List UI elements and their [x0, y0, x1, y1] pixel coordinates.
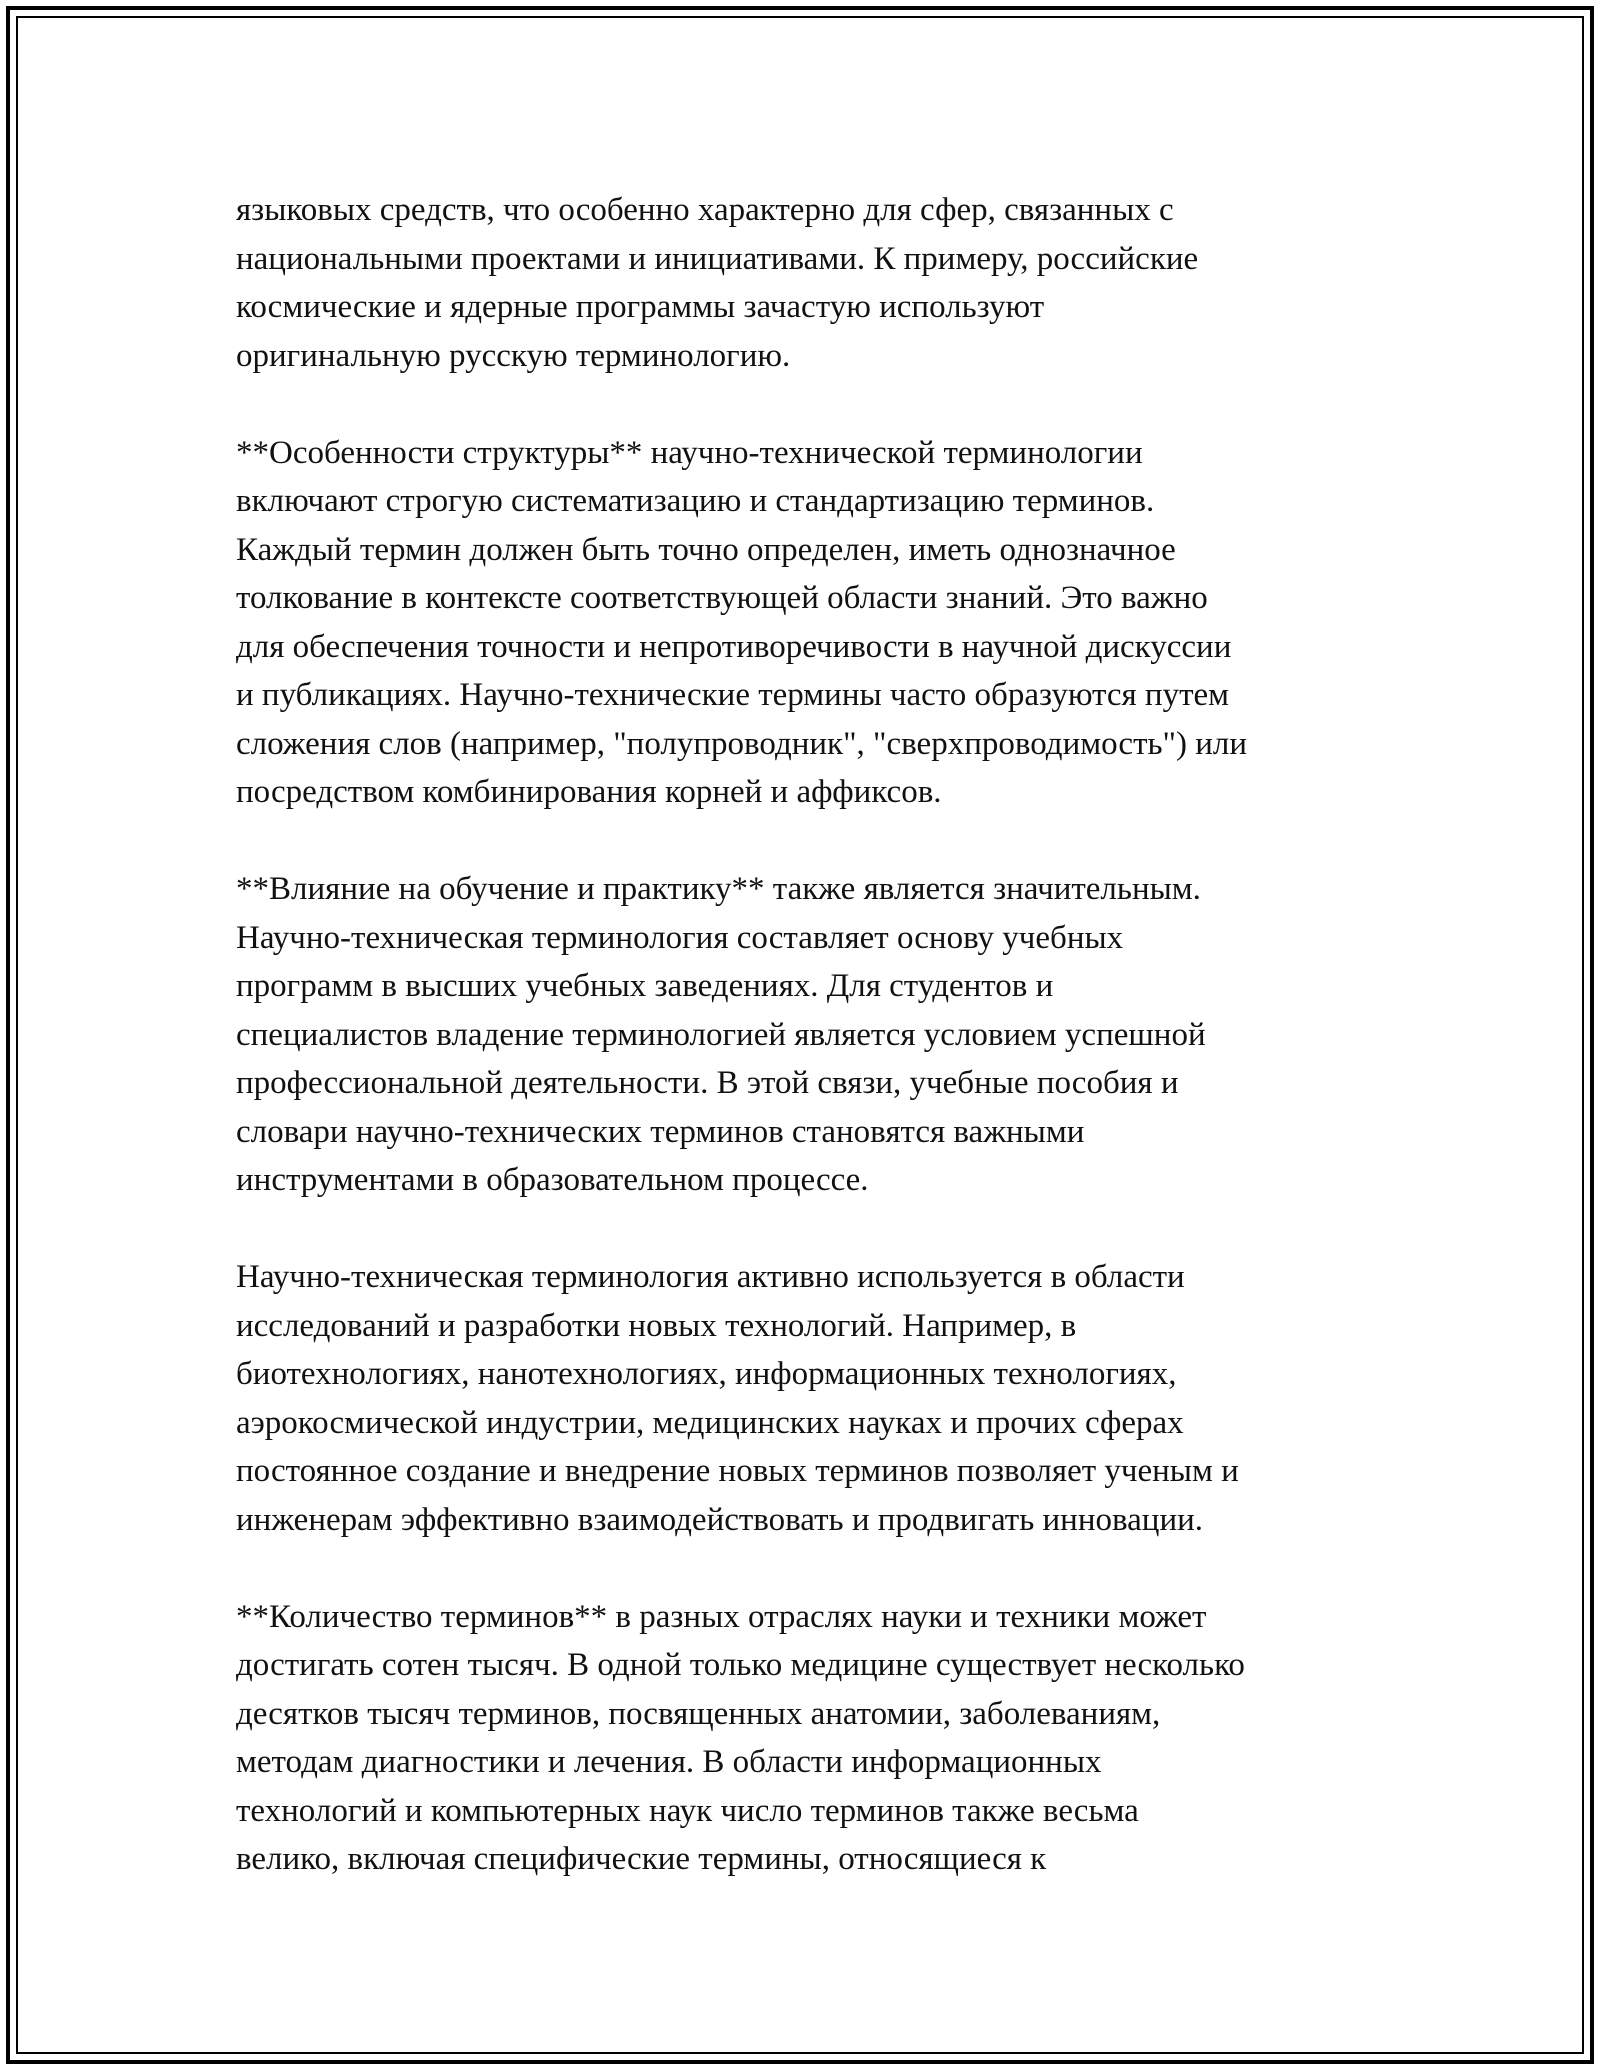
paragraph-research-usage: Научно-техническая терминология активно используется в области исследований и разработки новых технологий. Например, в биотехнологиях, нанотехнологиях, информационных технологиях, аэрокосмической индустрии, медицинских науках и прочих сферах постоянное создание и внедрение новых терминов позволяет ученым и инженерам эффективно взаимодействовать и продвигать инновации. — [236, 1259, 1239, 1538]
paragraph-education-influence: **Влияние на обучение и практику** также является значительным. Научно-техническая терминология составляет основу учебных программ в высших учебных заведениях. Для студентов и специалистов владение терминологией является условием успешной профессиональной деятельности. В этой связи, учебные пособия и словари научно-технических терминов становятся важными инструментами в образовательном процессе. — [236, 871, 1206, 1198]
paragraph-terminology-national: языковых средств, что особенно характерно для сфер, связанных с национальными проектами и инициативами. К примеру, российские космические и ядерные программы зачастую используют оригинальную русскую терминологию. — [236, 192, 1199, 374]
paragraph-structure-features: **Особенности структуры** научно-технической терминологии включают строгую систематизацию и стандартизацию терминов. Каждый термин должен быть точно определен, иметь однозначное толкование в контексте соответствующей области знаний. Это важно для обеспечения точности и непротиворечивости в научной дискуссии и публикациях. Научно-технические термины часто образуются путем сложения слов (например, "полупроводник", "сверхпроводимость") или посредством комбинирования корней и аффиксов. — [236, 434, 1248, 810]
paragraph-term-count: **Количество терминов** в разных отраслях науки и техники может достигать сотен тысяч. В одной только медицине существует несколько десятков тысяч терминов, посвященных анатомии, заболеваниям, методам диагностики и лечения. В области информационных технологий и компьютерных наук число терминов также весьма велико, включая специфические термины, относящиеся к — [236, 1598, 1245, 1877]
document-body — [236, 186, 1416, 1884]
